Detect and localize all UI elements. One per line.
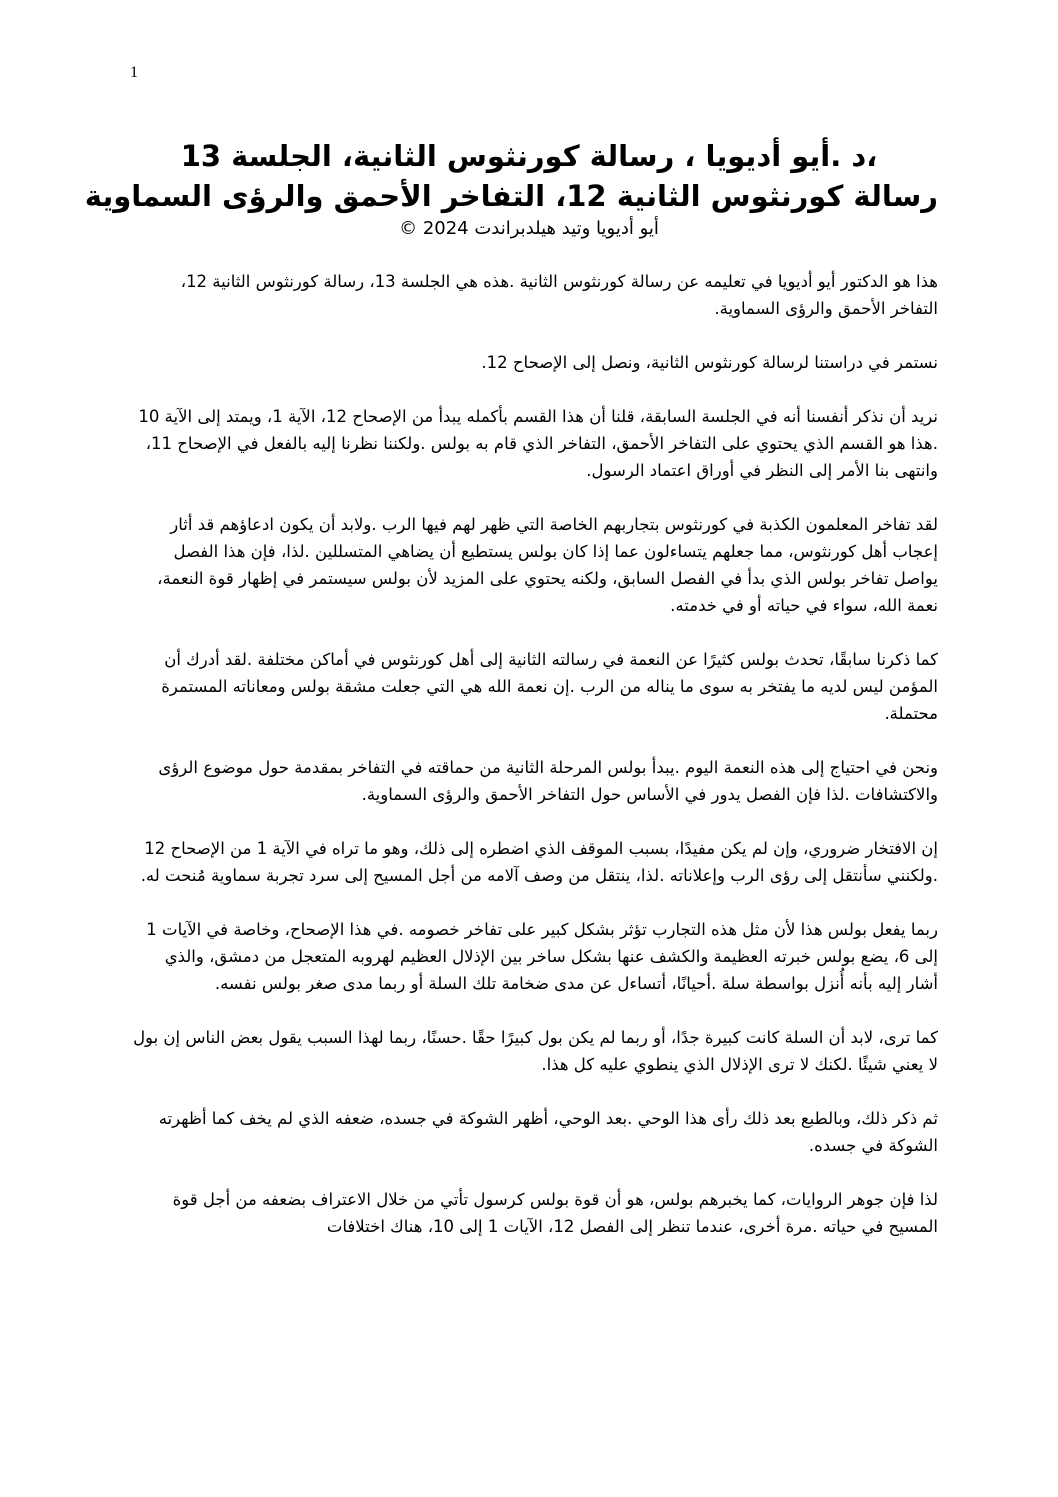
paragraph-6: ونحن في احتياج إلى هذه النعمة اليوم .يبدأ بولس المرحلة الثانية من حماقته في التفاخر بمقدمة حول موضوع الرؤى والاكتشافات .لذا فإن الفصل يدور في الأساس حول التفاخر الأحمق والرؤى السماوية. (158, 758, 938, 804)
paragraph-7: إن الافتخار ضروري، وإن لم يكن مفيدًا، بسبب الموقف الذي اضطره إلى ذلك، وهو ما تراه في الآية 1 من الإصحاح 12 .ولكنني سأنتقل إلى رؤى الرب وإعلاناته .لذا، ينتقل من وصف آلامه من أجل المسيح إلى سرد تجربة سماوية مُنحت له. (140, 839, 938, 885)
paragraph-5: كما ذكرنا سابقًا، تحدث بولس كثيرًا عن النعمة في رسالته الثانية إلى أهل كورنثوس في أماكن مختلفة .لقد أدرك أن المؤمن ليس لديه ما يفتخر به سوى ما يناله من الرب .إن نعمة الله هي التي جعلت مشقة بولس ومعاناته المستمرة محتملة. (161, 650, 938, 723)
copyright-line: أيو أديويا وتيد هيلدبراندت 2024 © (399, 218, 659, 239)
paragraph-4: لقد تفاخر المعلمون الكذبة في كورنثوس بتجاربهم الخاصة التي ظهر لهم فيها الرب .ولابد أن يكون ادعاؤهم قد أثار إعجاب أهل كورنثوس، مما جعلهم يتساءلون عما إذا كان بولس يستطيع أن يضاهي المتسللين .لذا، فإن هذا الفصل يواصل تفاخر بولس الذي بدأ في الفصل السابق، ولكنه يحتوي على المزيد لأن بولس سيستمر في إظهار قوة النعمة، نعمة الله، سواء في حياته أو في خدمته. (157, 515, 938, 615)
paragraph-2: نستمر في دراستنا لرسالة كورنثوس الثانية، ونصل إلى الإصحاح 12. (481, 353, 938, 372)
title-block (84, 136, 938, 242)
paragraph-8: ربما يفعل بولس هذا لأن مثل هذه التجارب تؤثر بشكل كبير على تفاخر خصومه .في هذا الإصحاح، وخاصة في الآيات 1 إلى 6، يضع بولس خبرته العظيمة والكشف عنها بشكل ساخر بين الإذلال العظيم لهروبه المتعجل من دمشق، والذي أشار إليه بأنه أُنزل بواسطة سلة .أحيانًا، أتساءل عن مدى ضخامة تلك السلة أو ربما مدى صغر بولس نفسه. (146, 920, 938, 993)
paragraph-11: لذا فإن جوهر الروايات، كما يخبرهم بولس، هو أن قوة بولس كرسول تأتي من خلال الاعتراف بضعفه من أجل قوة المسيح في حياته .مرة أخرى، عندما تنظر إلى الفصل 12، الآيات 1 إلى 10، هناك اختلافات (172, 1190, 938, 1236)
title-line-1: ،د .أيو أديويا ، رسالة كورنثوس الثانية، الجلسة 13 (180, 139, 878, 173)
title-line-2: رسالة كورنثوس الثانية 12، التفاخر الأحمق والرؤى السماوية (84, 179, 938, 213)
paragraph-1: هذا هو الدكتور أيو أديويا في تعليمه عن رسالة كورنثوس الثانية .هذه هي الجلسة 13، رسالة كورنثوس الثانية 12، التفاخر الأحمق والرؤى السماوية. (180, 272, 938, 318)
paragraph-10: ثم ذكر ذلك، وبالطبع بعد ذلك رأى هذا الوحي .بعد الوحي، أظهر الشوكة في جسده، ضعفه الذي لم يخف كما أظهرته الشوكة في جسده. (158, 1109, 938, 1155)
paragraph-3: نريد أن نذكر أنفسنا أنه في الجلسة السابقة، قلنا أن هذا القسم بأكمله يبدأ من الإصحاح 12، الآية 1، ويمتد إلى الآية 10 .هذا هو القسم الذي يحتوي على التفاخر الأحمق، التفاخر الذي قام به بولس .ولكننا نظرنا إليه بالفعل في الإصحاح 11، وانتهى بنا الأمر إلى النظر في أوراق اعتماد الرسول. (138, 407, 938, 480)
document-body (130, 268, 938, 1267)
paragraph-9: كما ترى، لابد أن السلة كانت كبيرة جدًا، أو ربما لم يكن بول كبيرًا حقًا .حسنًا، ربما لهذا السبب يقول بعض الناس إن بول لا يعني شيئًا .لكنك لا ترى الإذلال الذي ينطوي عليه كل هذا. (133, 1028, 938, 1074)
page-number: 1 (130, 64, 138, 81)
